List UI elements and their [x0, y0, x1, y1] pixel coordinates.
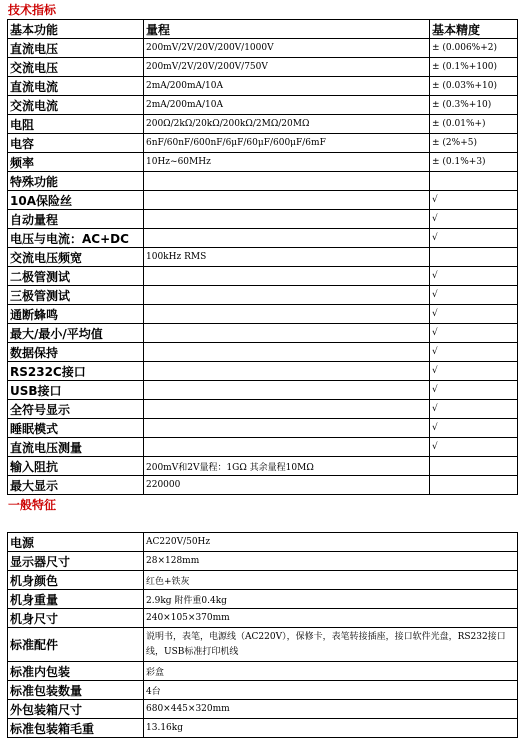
spec-row	[8, 267, 518, 286]
range-cell	[144, 229, 430, 248]
function-name-cell: 交流电流	[8, 96, 144, 115]
range-cell: 6nF/60nF/600nF/6μF/60μF/600μF/6mF	[144, 134, 430, 153]
spec-section-title: 技术指标	[8, 3, 57, 17]
attribute-value-cell: 红色+铁灰	[144, 571, 518, 590]
spec-row	[8, 115, 518, 134]
spec-row	[8, 457, 518, 476]
accuracy-cell: √	[430, 419, 518, 438]
range-cell	[144, 381, 430, 400]
function-name-cell: 二极管测试	[8, 267, 144, 286]
accuracy-cell: √	[430, 381, 518, 400]
function-name-cell: 直流电压测量	[8, 438, 144, 457]
function-name-cell: 交流电压频宽	[8, 248, 144, 267]
attribute-value-cell: 彩盒	[144, 662, 518, 681]
function-name-cell: 最大/最小/平均值	[8, 324, 144, 343]
attribute-value-cell: 28×128mm	[144, 552, 518, 571]
attribute-name-cell: 标准配件	[8, 628, 144, 662]
attribute-value-cell: 13.16kg	[144, 719, 518, 738]
spec-row	[8, 476, 518, 495]
attribute-value-cell: 240×105×370mm	[144, 609, 518, 628]
general-row	[8, 590, 518, 609]
spec-row	[8, 305, 518, 324]
spec-header-row	[8, 20, 518, 39]
function-name-cell: 数据保持	[8, 343, 144, 362]
attribute-name-cell: 标准包装箱毛重	[8, 719, 144, 738]
attribute-name-cell: 机身重量	[8, 590, 144, 609]
accuracy-cell: √	[430, 210, 518, 229]
spec-row	[8, 362, 518, 381]
function-name-cell: 全符号显示	[8, 400, 144, 419]
accuracy-cell	[430, 172, 518, 191]
range-cell: 2mA/200mA/10A	[144, 96, 430, 115]
accuracy-cell: ± (2%+5)	[430, 134, 518, 153]
attribute-value-cell: AC220V/50Hz	[144, 533, 518, 552]
general-row	[8, 571, 518, 590]
spec-row	[8, 210, 518, 229]
general-row	[8, 681, 518, 700]
attribute-value-cell: 说明书，表笔，电源线（AC220V），保修卡，表笔转接插座，接口软件光盘，RS232接口线，USB标准打印机线	[144, 628, 518, 662]
spec-row	[8, 229, 518, 248]
accuracy-cell: √	[430, 267, 518, 286]
function-name-cell: 交流电压	[8, 58, 144, 77]
accuracy-cell: √	[430, 438, 518, 457]
range-cell: 220000	[144, 476, 430, 495]
attribute-name-cell: 标准内包装	[8, 662, 144, 681]
spec-row	[8, 77, 518, 96]
function-name-cell: USB接口	[8, 381, 144, 400]
function-name-cell: 直流电压	[8, 39, 144, 58]
range-cell	[144, 400, 430, 419]
range-cell: 2mA/200mA/10A	[144, 77, 430, 96]
accuracy-cell: ± (0.006%+2)	[430, 39, 518, 58]
spec-row	[8, 381, 518, 400]
function-name-cell: RS232C接口	[8, 362, 144, 381]
range-cell: 200Ω/2kΩ/20kΩ/200kΩ/2MΩ/20MΩ	[144, 115, 430, 134]
general-row	[8, 700, 518, 719]
spec-table	[7, 19, 518, 495]
range-cell	[144, 324, 430, 343]
spec-row	[8, 286, 518, 305]
general-section-title: 一般特征	[8, 498, 57, 512]
spec-header-cell: 量程	[144, 20, 430, 39]
spec-row	[8, 96, 518, 115]
range-cell: 200mV和2V量程：1GΩ 其余量程10MΩ	[144, 457, 430, 476]
range-cell: 10Hz~60MHz	[144, 153, 430, 172]
general-row	[8, 662, 518, 681]
range-cell	[144, 286, 430, 305]
accuracy-cell: ± (0.3%+10)	[430, 96, 518, 115]
general-row	[8, 552, 518, 571]
accuracy-cell: √	[430, 305, 518, 324]
spec-row	[8, 419, 518, 438]
general-row	[8, 609, 518, 628]
range-cell: 100kHz RMS	[144, 248, 430, 267]
function-name-cell: 最大显示	[8, 476, 144, 495]
accuracy-cell: ± (0.1%+3)	[430, 153, 518, 172]
spec-row	[8, 58, 518, 77]
general-row	[8, 719, 518, 738]
spec-header-cell: 基本功能	[8, 20, 144, 39]
function-name-cell: 睡眠模式	[8, 419, 144, 438]
spec-row	[8, 324, 518, 343]
accuracy-cell	[430, 457, 518, 476]
spec-header-cell: 基本精度	[430, 20, 518, 39]
attribute-value-cell: 4台	[144, 681, 518, 700]
range-cell: 200mV/2V/20V/200V/1000V	[144, 39, 430, 58]
general-row	[8, 628, 518, 662]
attribute-name-cell: 机身颜色	[8, 571, 144, 590]
spec-row	[8, 153, 518, 172]
range-cell	[144, 210, 430, 229]
range-cell	[144, 343, 430, 362]
function-name-cell: 10A保险丝	[8, 191, 144, 210]
spec-row	[8, 39, 518, 58]
spec-row	[8, 172, 518, 191]
accuracy-cell: √	[430, 229, 518, 248]
accuracy-cell: ± (0.01%+)	[430, 115, 518, 134]
accuracy-cell: ± (0.03%+10)	[430, 77, 518, 96]
function-name-cell: 特殊功能	[8, 172, 144, 191]
accuracy-cell: ± (0.1%+100)	[430, 58, 518, 77]
accuracy-cell: √	[430, 191, 518, 210]
attribute-name-cell: 电源	[8, 533, 144, 552]
range-cell	[144, 267, 430, 286]
function-name-cell: 电阻	[8, 115, 144, 134]
function-name-cell: 三极管测试	[8, 286, 144, 305]
attribute-name-cell: 机身尺寸	[8, 609, 144, 628]
general-row	[8, 533, 518, 552]
spec-row	[8, 343, 518, 362]
range-cell	[144, 362, 430, 381]
attribute-value-cell: 680×445×320mm	[144, 700, 518, 719]
function-name-cell: 电压与电流：AC+DC	[8, 229, 144, 248]
accuracy-cell: √	[430, 400, 518, 419]
attribute-name-cell: 显示器尺寸	[8, 552, 144, 571]
accuracy-cell	[430, 248, 518, 267]
range-cell	[144, 191, 430, 210]
range-cell	[144, 172, 430, 191]
spec-row	[8, 400, 518, 419]
accuracy-cell: √	[430, 324, 518, 343]
attribute-value-cell: 2.9kg 附件重0.4kg	[144, 590, 518, 609]
function-name-cell: 自动量程	[8, 210, 144, 229]
range-cell	[144, 305, 430, 324]
attribute-name-cell: 标准包装数量	[8, 681, 144, 700]
accuracy-cell	[430, 476, 518, 495]
function-name-cell: 通断蜂鸣	[8, 305, 144, 324]
accuracy-cell: √	[430, 286, 518, 305]
function-name-cell: 直流电流	[8, 77, 144, 96]
spec-row	[8, 438, 518, 457]
range-cell	[144, 438, 430, 457]
general-table	[7, 532, 518, 738]
spec-row	[8, 248, 518, 267]
accuracy-cell: √	[430, 362, 518, 381]
function-name-cell: 电容	[8, 134, 144, 153]
spec-row	[8, 134, 518, 153]
spec-row	[8, 191, 518, 210]
accuracy-cell: √	[430, 343, 518, 362]
attribute-name-cell: 外包装箱尺寸	[8, 700, 144, 719]
function-name-cell: 频率	[8, 153, 144, 172]
range-cell	[144, 419, 430, 438]
range-cell: 200mV/2V/20V/200V/750V	[144, 58, 430, 77]
function-name-cell: 输入阻抗	[8, 457, 144, 476]
